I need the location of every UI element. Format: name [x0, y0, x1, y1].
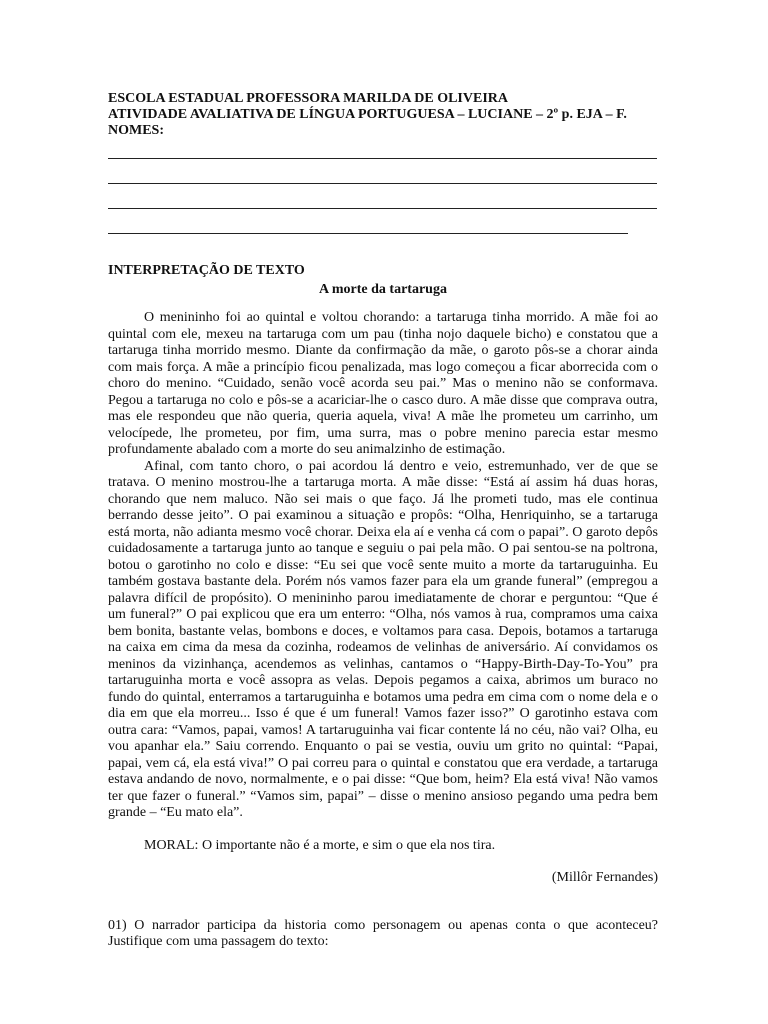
- story-text: [108, 310, 658, 822]
- story-paragraph-1: O menininho foi ao quintal e voltou chorando: a tartaruga tinha morrido. A mãe foi ao quintal com ele, mexeu na tartaruga com um pau (tinha nojo daquele bicho) e constatou que a tartaruga tinha morrido mesmo. Diante da confirmação da mãe, o garoto pôs-se a chorar ainda com mais força. A mãe a princípio ficou penalizada, mas logo começou a ficar aborrecida com o choro do menino. “Cuidado, senão você acorda seu pai.” Mas o menino não se conformava. Pegou a tartaruga no colo e pôs-se a acariciar-lhe o casco duro. A mãe disse que comprava outra, mas ele respondeu que não queria, queria aquela, viva! A mãe lhe prometeu um carrinho, um velocípede, lhe prometeu, por fim, uma surra, mas o pobre menino parecia estar mesmo profundamente abalado com a morte do seu animalzinho de estimação.: [108, 310, 658, 457]
- school-name: ESCOLA ESTADUAL PROFESSORA MARILDA DE OLIVEIRA: [108, 91, 508, 106]
- question-1: 01) O narrador participa da historia como personagem ou apenas conta o que aconteceu? Justifique com uma passagem do texto:: [108, 917, 658, 949]
- moral-line: MORAL: O importante não é a morte, e sim o que ela nos tira.: [144, 837, 496, 853]
- names-label: NOMES:: [108, 123, 164, 138]
- name-line-3[interactable]: [108, 208, 657, 209]
- story-paragraph-2: Afinal, com tanto choro, o pai acordou lá dentro e veio, estremunhado, ver de que se tratava. O menino mostrou-lhe a tartaruga morta. A mãe disse: “Está aí assim há duas horas, chorando que nem maluco. Não sei mais o que faço. Já lhe prometi tudo, mas ele continua berrando desse jeito”. O pai examinou a situação e propôs: “Olha, Henriquinho, se a tartaruga está morta, não adianta mesmo você chorar. Deixa ela aí e venha cá com o papai”. O garoto depôs cuidadosamente a tartaruga junto ao tanque e seguiu o pai pela mão. O pai sentou-se na poltrona, botou o garotinho no colo e disse: “Eu sei que você sente muito a morte da tartaruguinha. Eu também gostava bastante dela. Porém nós vamos fazer para ela um grande funeral” (empregou a palavra difícil de propósito). O menininho parou imediatamente de chorar e perguntou: “Que é um funeral?” O pai explicou que era um enterro: “Olha, nós vamos à rua, compramos uma caixa bem bonita, bastante velas, bombons e doces, e voltamos para casa. Depois, botamos a tartaruga na caixa em cima da mesa da cozinha, rodeamos de velinhas de aniversário. Aí convidamos os meninos da vizinhança, acendemos as velinhas, cantamos o “Happy-Birth-Day-To-You” pra tartaruguinha morta e você assopra as velas. Depois pegamos a caixa, abrimos um buraco no fundo do quintal, enterramos a tartaruguinha e botamos uma pedra em cima com o nome dela e o dia em que ela morreu... Isso é que é um funeral! Vamos fazer isso?” O garotinho estava com outra cara: “Vamos, papai, vamos! A tartaruguinha vai ficar contente lá no céu, não vai? Olha, eu vou apanhar ela.” Saiu correndo. Enquanto o pai se vestia, ouviu um grito no quintal: “Papai, papai, vem cá, ela está viva!” O pai correu para o quintal e constatou que era verdade, a tartaruga estava andando de novo, normalmente, e o pai disse: “Que bom, heim? Ela está viva! Não vamos ter que fazer o funeral.” “Vamos sim, papai” – disse o menino ansioso pegando uma pedra bem grande – “Eu mato ela”.: [108, 458, 658, 820]
- section-title: INTERPRETAÇÃO DE TEXTO: [108, 263, 305, 278]
- activity-title: ATIVIDADE AVALIATIVA DE LÍNGUA PORTUGUESA – LUCIANE – 2º p. EJA – F.: [108, 107, 627, 122]
- author-credit: (Millôr Fernandes): [551, 869, 658, 885]
- name-line-1[interactable]: [108, 158, 657, 159]
- text-title: A morte da tartaruga: [319, 282, 447, 297]
- name-line-4[interactable]: [108, 233, 628, 234]
- name-line-2[interactable]: [108, 183, 657, 184]
- document-header: [108, 0, 658, 139]
